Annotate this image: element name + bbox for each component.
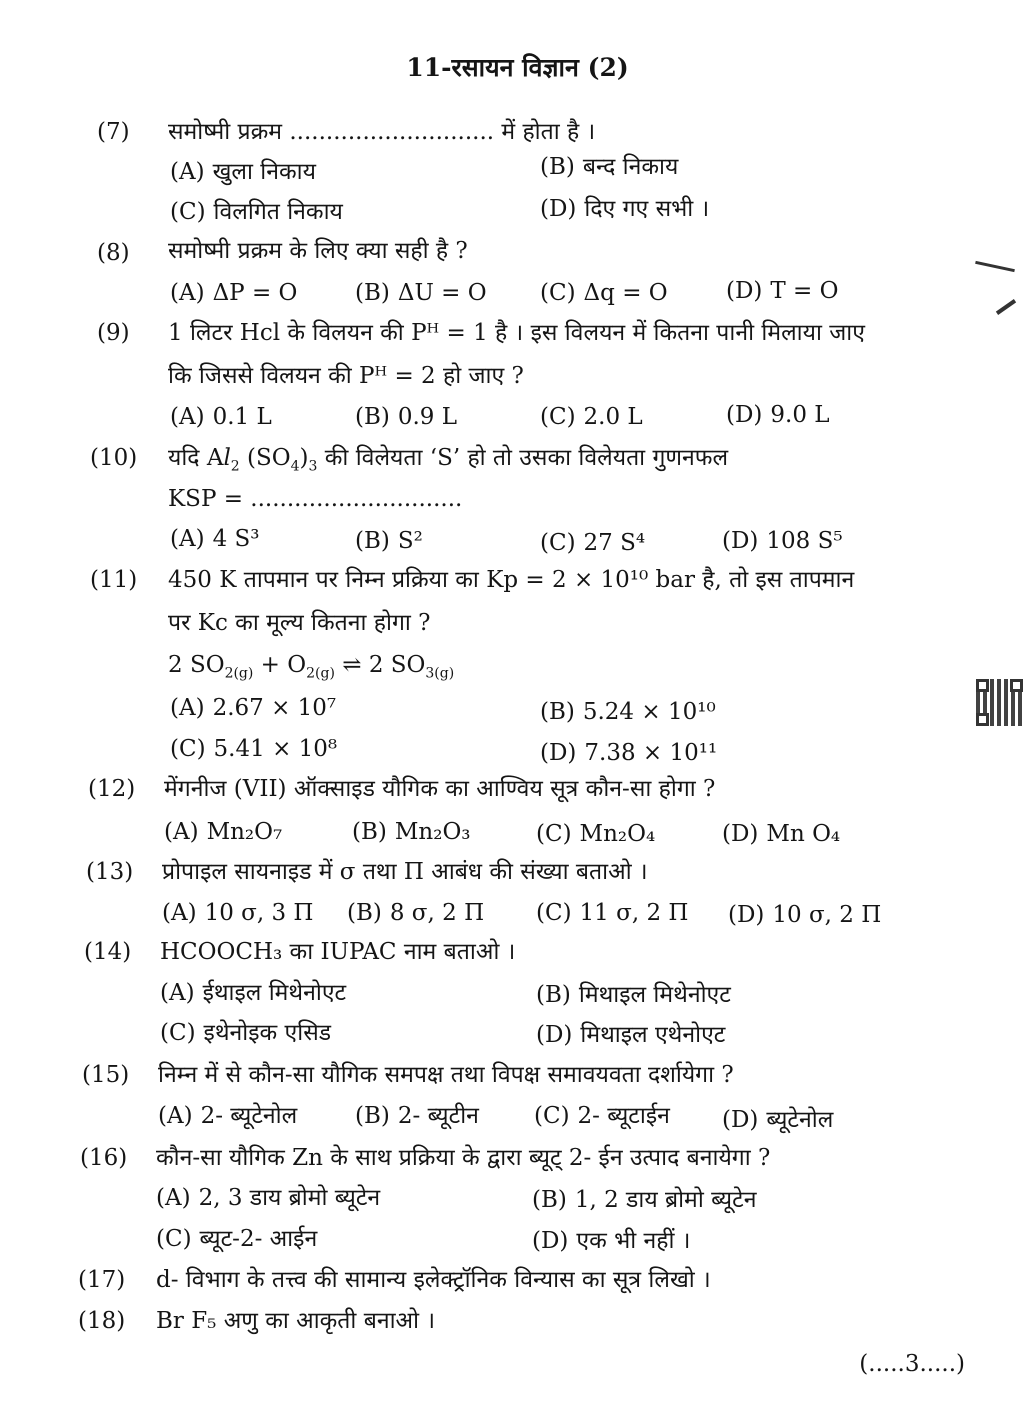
option-b: (B) ΔU = O bbox=[355, 280, 487, 306]
option-b: (B) 5.24 × 10¹⁰ bbox=[540, 699, 716, 725]
scan-mark bbox=[975, 261, 1015, 272]
question-text: कौन-सा यौगिक Zn के साथ प्रक्रिया के द्वारा ब्यूट् 2- ईन उत्पाद बनायेगा ? bbox=[156, 1145, 771, 1171]
option-a: (A) 4 S³ bbox=[170, 526, 260, 552]
option-b: (B) 8 σ, 2 Π bbox=[347, 900, 485, 926]
option-b: (B) बन्द निकाय bbox=[540, 154, 679, 180]
option-a: (A) 2, 3 डाय ब्रोमो ब्यूटेन bbox=[156, 1185, 381, 1211]
question-number: (10) bbox=[90, 445, 138, 471]
question-text: निम्न में से कौन-सा यौगिक समपक्ष तथा विपक्ष समावयवता दर्शायेगा ? bbox=[158, 1062, 734, 1088]
option-d: (D) 10 σ, 2 Π bbox=[728, 902, 882, 928]
option-d: (D) ब्यूटेनोल bbox=[722, 1107, 834, 1133]
option-c: (C) Mn₂O₄ bbox=[536, 821, 656, 847]
option-c: (C) Δq = O bbox=[540, 280, 668, 306]
question-text: d- विभाग के तत्त्व की सामान्य इलेक्ट्रॉनिक विन्यास का सूत्र लिखो । bbox=[156, 1267, 711, 1293]
option-d: (D) 108 S⁵ bbox=[722, 528, 843, 554]
question-text: समोष्मी प्रक्रम ............................ में होता है । bbox=[168, 119, 596, 145]
question-number: (7) bbox=[97, 119, 130, 145]
question-text-line-2: पर Kc का मूल्य कितना होगा ? bbox=[168, 610, 431, 636]
option-a: (A) ईथाइल मिथेनोएट bbox=[160, 980, 347, 1006]
question-text-line-2: कि जिससे विलयन की Pᴴ = 2 हो जाए ? bbox=[168, 363, 524, 389]
question-number: (12) bbox=[88, 776, 136, 802]
option-d: (D) Mn O₄ bbox=[722, 821, 841, 847]
option-b: (B) Mn₂O₃ bbox=[352, 819, 471, 845]
page-title: 11-रसायन विज्ञान (2) bbox=[406, 53, 629, 82]
option-c: (C) इथेनोइक एसिड bbox=[160, 1020, 332, 1046]
option-d: (D) मिथाइल एथेनोएट bbox=[536, 1022, 726, 1048]
question-text: 450 K तापमान पर निम्न प्रक्रिया का Kp = 2 × 10¹⁰ bar है, तो इस तापमान bbox=[168, 567, 855, 593]
option-d: (D) 9.0 L bbox=[726, 402, 830, 428]
option-b: (B) 0.9 L bbox=[355, 404, 458, 430]
question-text: 1 लिटर Hcl के विलयन की Pᴴ = 1 है । इस विलयन में कितना पानी मिलाया जाए bbox=[168, 320, 865, 346]
option-a: (A) 2- ब्यूटेनोल bbox=[158, 1103, 298, 1129]
option-d: (D) एक भी नहीं । bbox=[532, 1228, 691, 1254]
question-number: (17) bbox=[78, 1267, 126, 1293]
question-text-line-2: KSP = ............................. bbox=[168, 486, 463, 512]
reaction-equation: 2 $SO_{2(g)} + O_{2(g)}$ ⇌ 2 $SO_{3(g)}$ bbox=[168, 652, 455, 682]
question-text: समोष्मी प्रक्रम के लिए क्या सही है ? bbox=[168, 238, 468, 264]
option-b: (B) S² bbox=[355, 528, 423, 554]
question-text: यदि $Al_2$ $(SO_4)_3$ की विलेयता ‘S’ हो तो उसका विलेयता गुणनफल bbox=[168, 445, 729, 475]
option-a: (A) खुला निकाय bbox=[170, 159, 316, 185]
question-number: (11) bbox=[90, 567, 138, 593]
qr-code-icon bbox=[976, 679, 1023, 726]
option-d: (D) 7.38 × 10¹¹ bbox=[540, 740, 718, 766]
option-c: (C) 2- ब्यूटाईन bbox=[534, 1103, 670, 1129]
option-a: (A) Mn₂O₇ bbox=[164, 819, 283, 845]
option-c: (C) 2.0 L bbox=[540, 404, 643, 430]
option-b: (B) मिथाइल मिथेनोएट bbox=[536, 982, 731, 1008]
option-a: (A) ΔP = O bbox=[170, 280, 298, 306]
question-text: HCOOCH₃ का IUPAC नाम बताओ । bbox=[160, 939, 516, 965]
scan-mark bbox=[996, 299, 1016, 315]
option-a: (A) 10 σ, 3 Π bbox=[162, 900, 314, 926]
option-c: (C) ब्यूट-2- आईन bbox=[156, 1226, 318, 1252]
option-b: (B) 2- ब्यूटीन bbox=[355, 1103, 479, 1129]
option-c: (C) 5.41 × 10⁸ bbox=[170, 736, 338, 762]
question-number: (9) bbox=[97, 320, 130, 346]
question-number: (8) bbox=[97, 240, 130, 266]
option-c: (C) विलगित निकाय bbox=[170, 199, 343, 225]
question-number: (13) bbox=[86, 859, 134, 885]
question-number: (14) bbox=[84, 939, 132, 965]
option-c: (C) 27 S⁴ bbox=[540, 530, 646, 556]
option-a: (A) 2.67 × 10⁷ bbox=[170, 695, 337, 721]
option-d: (D) दिए गए सभी । bbox=[540, 196, 710, 222]
page-indicator: (.....3.....) bbox=[859, 1351, 965, 1377]
option-c: (C) 11 σ, 2 Π bbox=[536, 900, 689, 926]
question-text: प्रोपाइल सायनाइड में σ तथा Π आबंध की संख्या बताओ । bbox=[162, 859, 648, 885]
question-number: (18) bbox=[78, 1308, 126, 1334]
option-a: (A) 0.1 L bbox=[170, 404, 272, 430]
question-text: Br F₅ अणु का आकृती बनाओ । bbox=[156, 1308, 436, 1334]
question-number: (16) bbox=[80, 1145, 128, 1171]
question-number: (15) bbox=[82, 1062, 130, 1088]
option-b: (B) 1, 2 डाय ब्रोमो ब्यूटेन bbox=[532, 1187, 757, 1213]
question-text: मेंगनीज (VII) ऑक्साइड यौगिक का आण्विय सूत्र कौन-सा होगा ? bbox=[164, 776, 716, 802]
option-d: (D) T = O bbox=[726, 278, 839, 304]
